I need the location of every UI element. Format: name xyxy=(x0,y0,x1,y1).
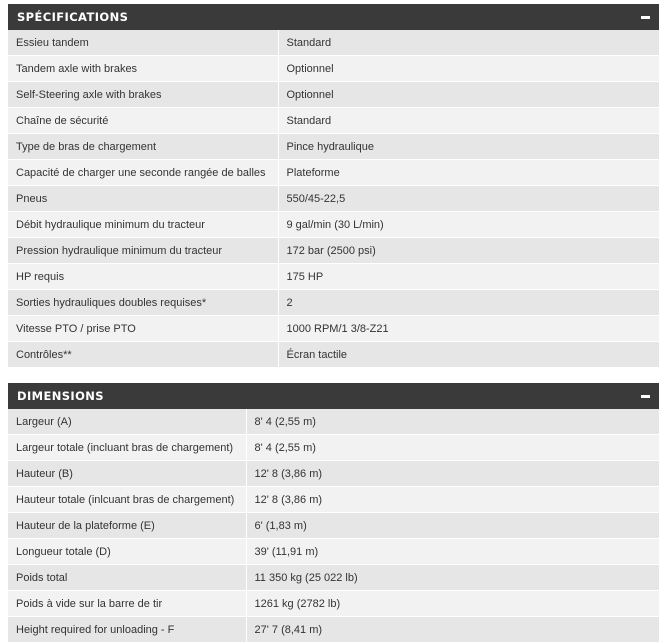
row-label: Vitesse PTO / prise PTO xyxy=(8,316,278,342)
row-value: 8' 4 (2,55 m) xyxy=(246,435,659,461)
specifications-table xyxy=(8,30,659,368)
row-value: 1000 RPM/1 3/8-Z21 xyxy=(278,316,659,342)
row-label: Largeur (A) xyxy=(8,409,246,435)
table-row xyxy=(8,617,659,643)
row-value: 12' 8 (3,86 m) xyxy=(246,487,659,513)
table-row xyxy=(8,513,659,539)
row-label: Hauteur (B) xyxy=(8,461,246,487)
row-value: 8' 4 (2,55 m) xyxy=(246,409,659,435)
row-label: Essieu tandem xyxy=(8,30,278,56)
row-value: 2 xyxy=(278,290,659,316)
row-label: Hauteur de la plateforme (E) xyxy=(8,513,246,539)
row-value: 9 gal/min (30 L/min) xyxy=(278,212,659,238)
row-label: Capacité de charger une seconde rangée de balles xyxy=(8,160,278,186)
specifications-title: SPÉCIFICATIONS xyxy=(17,10,129,24)
row-value: 11 350 kg (25 022 lb) xyxy=(246,565,659,591)
row-value: 1261 kg (2782 lb) xyxy=(246,591,659,617)
table-row xyxy=(8,461,659,487)
table-row xyxy=(8,108,659,134)
row-value: 39' (11,91 m) xyxy=(246,539,659,565)
dimensions-table xyxy=(8,409,659,643)
row-label: Hauteur totale (inlcuant bras de chargement) xyxy=(8,487,246,513)
table-row xyxy=(8,134,659,160)
row-value: 6' (1,83 m) xyxy=(246,513,659,539)
collapse-minus-icon[interactable] xyxy=(639,11,651,23)
row-value: Standard xyxy=(278,108,659,134)
table-row xyxy=(8,56,659,82)
row-value: Plateforme xyxy=(278,160,659,186)
row-value: Optionnel xyxy=(278,56,659,82)
row-value: Écran tactile xyxy=(278,342,659,368)
row-label: Self-Steering axle with brakes xyxy=(8,82,278,108)
collapse-minus-icon[interactable] xyxy=(639,390,651,402)
table-row xyxy=(8,316,659,342)
row-value: 550/45-22,5 xyxy=(278,186,659,212)
table-row xyxy=(8,290,659,316)
row-value: 27' 7 (8,41 m) xyxy=(246,617,659,643)
row-value: 175 HP xyxy=(278,264,659,290)
row-label: Poids à vide sur la barre de tir xyxy=(8,591,246,617)
row-label: Largeur totale (incluant bras de chargement) xyxy=(8,435,246,461)
table-row xyxy=(8,487,659,513)
table-row xyxy=(8,160,659,186)
table-row xyxy=(8,82,659,108)
table-row xyxy=(8,591,659,617)
table-row xyxy=(8,409,659,435)
specifications-panel xyxy=(8,4,659,368)
table-row xyxy=(8,435,659,461)
row-label: Longueur totale (D) xyxy=(8,539,246,565)
row-label: HP requis xyxy=(8,264,278,290)
row-label: Pression hydraulique minimum du tracteur xyxy=(8,238,278,264)
row-label: Pneus xyxy=(8,186,278,212)
table-row xyxy=(8,212,659,238)
row-label: Contrôles** xyxy=(8,342,278,368)
specifications-header[interactable] xyxy=(8,4,659,30)
row-label: Sorties hydrauliques doubles requises* xyxy=(8,290,278,316)
table-row xyxy=(8,30,659,56)
table-row xyxy=(8,264,659,290)
row-value: 12' 8 (3,86 m) xyxy=(246,461,659,487)
dimensions-panel xyxy=(8,383,659,643)
row-value: 172 bar (2500 psi) xyxy=(278,238,659,264)
row-label: Débit hydraulique minimum du tracteur xyxy=(8,212,278,238)
table-row xyxy=(8,342,659,368)
row-label: Height required for unloading - F xyxy=(8,617,246,643)
table-row xyxy=(8,186,659,212)
table-row xyxy=(8,565,659,591)
row-value: Pince hydraulique xyxy=(278,134,659,160)
table-row xyxy=(8,539,659,565)
row-value: Standard xyxy=(278,30,659,56)
row-label: Type de bras de chargement xyxy=(8,134,278,160)
dimensions-title: DIMENSIONS xyxy=(17,389,104,403)
row-label: Chaîne de sécurité xyxy=(8,108,278,134)
table-row xyxy=(8,238,659,264)
dimensions-header[interactable] xyxy=(8,383,659,409)
row-label: Poids total xyxy=(8,565,246,591)
row-label: Tandem axle with brakes xyxy=(8,56,278,82)
row-value: Optionnel xyxy=(278,82,659,108)
